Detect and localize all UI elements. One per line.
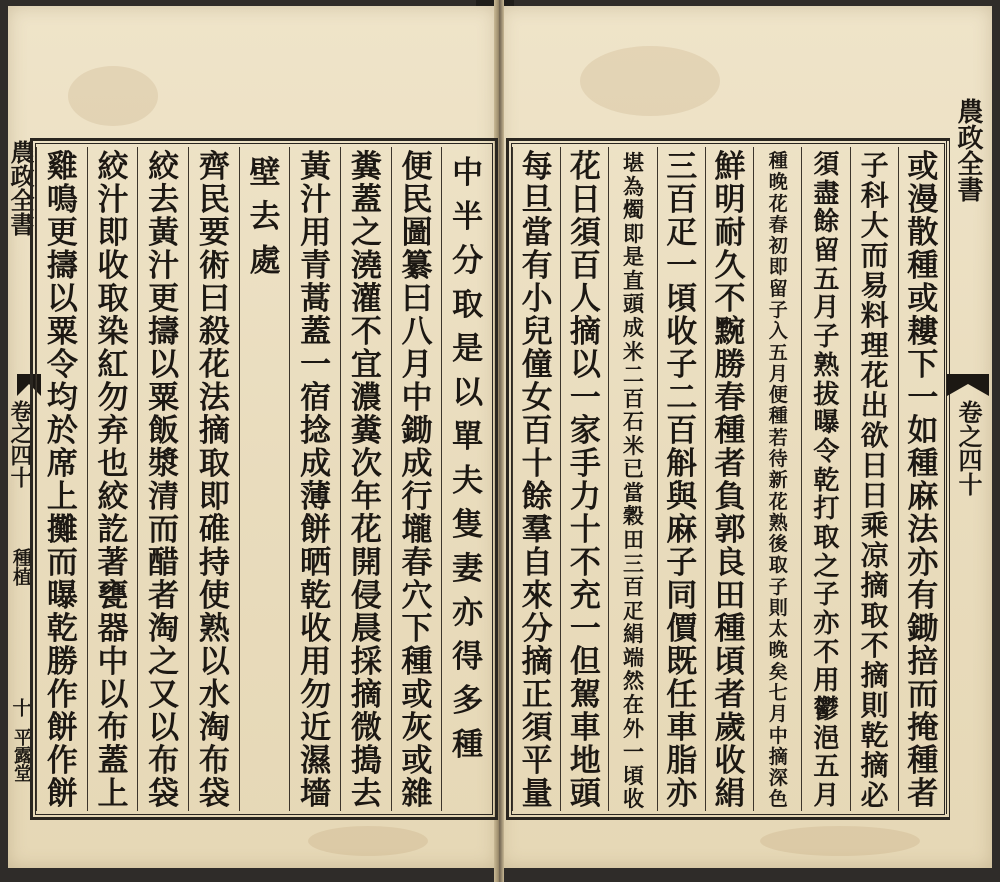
left-text-block (30, 138, 498, 820)
text-column: 便 民 圖 纂 曰 八 月 中 鋤 成 行 壠 春 穴 下 種 或 灰 或 雜 (391, 147, 443, 811)
text-column: 花 日 須 百 人 摘 以 一 家 手 力 十 不 充 一 但 駕 車 地 頭 (560, 147, 609, 811)
text-column: 中 半 分 取 是 以 單 夫 隻 妻 亦 得 多 種 (441, 147, 493, 811)
text-column: 鮮 明 耐 久 不 黦 勝 春 種 者 負 郭 良 田 種 頃 者 歲 收 絹 (705, 147, 754, 811)
text-column: 三 百 疋 一 頃 收 子 二 百 斛 與 麻 子 同 價 既 任 車 脂 亦 (657, 147, 706, 811)
text-column: 糞 蓋 之 澆 灌 不 宜 濃 糞 次 年 花 開 侵 晨 採 摘 微 搗 去 (340, 147, 392, 811)
margin-section: 種植 (10, 548, 32, 586)
left-page-margin (6, 138, 35, 814)
margin-book-title: 農政全書 (953, 98, 983, 202)
right-page-margin (946, 98, 989, 814)
margin-volume: 卷之四十 (954, 400, 983, 496)
margin-page-number: 十 (9, 698, 32, 717)
stain (760, 826, 920, 856)
text-column: 須 盡 餘 留 五 月 子 熟 拔 曝 令 乾 打 取 之 子 亦 不 用 鬱 浥 五 月 (801, 147, 850, 811)
text-column: 子 科 大 而 易 料 理 花 出 欲 日 日 乘 凉 摘 取 不 摘 則 乾 摘 必 (850, 147, 899, 811)
margin-publisher: 平露堂 (11, 728, 32, 782)
text-column: 壁 去 處 (239, 147, 291, 811)
stain (308, 826, 428, 856)
margin-book-title: 農政全書 (6, 140, 35, 236)
text-column: 黃 汁 用 青 蒿 蓋 一 宿 捻 成 薄 餅 晒 乾 收 用 勿 近 濕 墻 (289, 147, 341, 811)
stain (580, 46, 720, 116)
text-column: 齊 民 要 術 曰 殺 花 法 摘 取 即 碓 持 使 熟 以 水 淘 布 袋 (188, 147, 240, 811)
text-column: 堪 為 燭 即 是 直 頭 成 米 二 百 石 米 已 當 穀 田 三 百 疋 絹 端 然 在 外 一 頃 收 (608, 147, 657, 811)
margin-volume: 卷之四十 (7, 400, 33, 488)
fish-tail-mark-icon (947, 374, 989, 396)
text-column: 每 旦 當 有 小 兒 僮 女 百 十 餘 羣 自 來 分 摘 正 須 平 量 (512, 147, 561, 811)
text-column: 絞 汁 即 收 取 染 紅 勿 弃 也 絞 訖 著 甕 器 中 以 布 蓋 上 (87, 147, 139, 811)
right-text-block (506, 138, 950, 820)
text-column: 或 漫 散 種 或 耬 下 一 如 種 麻 法 亦 有 鋤 掊 而 掩 種 者 (898, 147, 947, 811)
stain (68, 66, 158, 126)
text-column: 絞 去 黃 汁 更 擣 以 粟 飯 漿 清 而 醋 者 淘 之 又 以 布 袋 (137, 147, 189, 811)
text-column: 雞 鳴 更 擣 以 粟 令 均 於 席 上 攤 而 曝 乾 勝 作 餅 作 餅 (36, 147, 88, 811)
text-column: 種 晚 花 春 初 即 留 子 入 五 月 便 種 若 待 新 花 熟 後 取 子 則 太 晚 矣 七 月 中 摘 深 色 (753, 147, 802, 811)
